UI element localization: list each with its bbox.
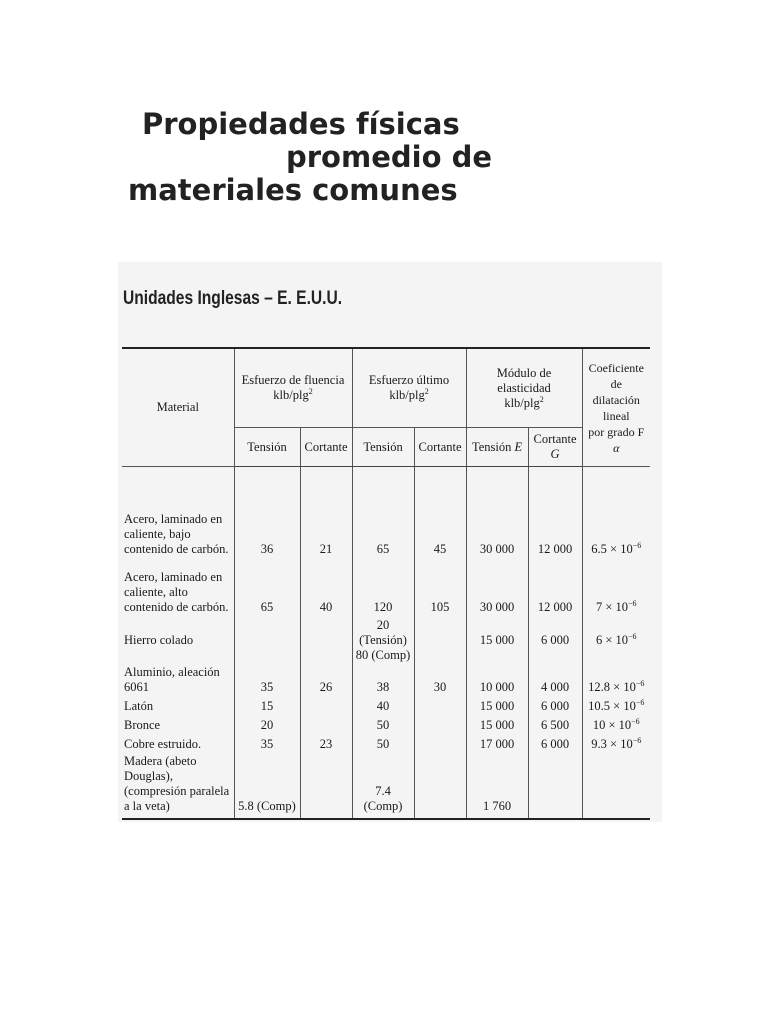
ultimo-tension-line2: 80 (Comp) (355, 647, 411, 662)
cell-ultimo-tension: 7.4 (Comp) (352, 752, 414, 819)
header-ultimo-unit: klb/plg (389, 388, 425, 402)
cell-modulo-g: 12 000 (528, 467, 582, 558)
cell-fluencia-cortante: 23 (300, 733, 352, 752)
cell-fluencia-tension: 35 (234, 733, 300, 752)
alpha-exponent: −6 (631, 716, 640, 726)
cell-ultimo-tension: 120 (352, 557, 414, 615)
subheader-ultimo-tension: Tensión (352, 428, 414, 467)
tension-e-label: Tensión (471, 439, 512, 454)
cell-fluencia-cortante (300, 615, 352, 665)
header-ultimo (352, 348, 466, 428)
table-row (122, 733, 650, 752)
subheader-cortante-g (528, 428, 582, 467)
cell-fluencia-tension (234, 615, 300, 665)
table-row (122, 557, 650, 615)
cell-modulo-e: 1 760 (466, 752, 528, 819)
cell-fluencia-tension: 20 (234, 714, 300, 733)
cell-ultimo-tension: 50 (352, 733, 414, 752)
cell-alpha (582, 665, 650, 695)
unit-exponent: 2 (424, 386, 429, 396)
cell-modulo-e: 30 000 (466, 467, 528, 558)
cell-ultimo-cortante (414, 752, 466, 819)
cell-fluencia-tension: 35 (234, 665, 300, 695)
alpha-base: 12.8 × 10 (588, 680, 636, 694)
alpha-exponent: −6 (632, 540, 642, 550)
cell-material: Cobre estruido. (124, 737, 202, 751)
alpha-base: 6 × 10 (595, 632, 629, 647)
cell-fluencia-cortante (300, 695, 352, 714)
cell-material: Latón (124, 699, 154, 713)
cell-alpha (582, 467, 650, 558)
table-row (122, 752, 650, 819)
cell-modulo-e: 15 000 (466, 695, 528, 714)
table-row (122, 714, 650, 733)
subheader-fluencia-cortante: Cortante (300, 428, 352, 467)
header-fluencia (234, 348, 352, 428)
cell-alpha (582, 752, 650, 819)
cortante-g-label: Cortante (533, 432, 577, 446)
header-coef-line2: dilatación (592, 392, 640, 407)
cell-modulo-g: 12 000 (528, 557, 582, 615)
cell-ultimo-cortante (414, 714, 466, 733)
cell-modulo-e: 15 000 (466, 615, 528, 665)
alpha-exponent: −6 (635, 697, 645, 707)
cell-modulo-e: 30 000 (466, 557, 528, 615)
cell-material: Acero, laminado en caliente, alto contenido de carbón. (124, 570, 229, 614)
cell-alpha (582, 695, 650, 714)
header-fluencia-unit: klb/plg (273, 388, 309, 402)
cell-fluencia-tension: 5.8 (Comp) (234, 752, 300, 819)
cell-material: Hierro colado (124, 632, 194, 647)
header-coef-line4: por grado F (588, 424, 645, 439)
subheader-tension-e (466, 428, 528, 467)
header-coeficiente (582, 348, 650, 467)
alpha-exponent: −6 (628, 631, 637, 641)
header-row-1 (122, 348, 650, 428)
alpha-base: 6.5 × 10 (591, 542, 633, 556)
cell-fluencia-tension: 15 (234, 695, 300, 714)
alpha-base: 10 × 10 (592, 718, 632, 732)
g-symbol: G (550, 447, 560, 461)
table-row (122, 467, 650, 558)
cell-modulo-g: 6 000 (528, 733, 582, 752)
cell-modulo-e: 10 000 (466, 665, 528, 695)
cell-ultimo-tension (352, 615, 414, 665)
e-symbol: E (514, 439, 523, 454)
alpha-base: 9.3 × 10 (591, 737, 633, 751)
cell-modulo-e: 17 000 (466, 733, 528, 752)
title-line-3: materiales comunes (128, 173, 458, 207)
table-row (122, 615, 650, 665)
header-material: Material (122, 348, 234, 467)
cell-fluencia-cortante: 26 (300, 665, 352, 695)
cell-ultimo-cortante: 45 (414, 467, 466, 558)
alpha-base: 10.5 × 10 (588, 699, 636, 713)
cell-modulo-g: 6 500 (528, 714, 582, 733)
cell-ultimo-tension: 50 (352, 714, 414, 733)
cell-material: Bronce (124, 718, 161, 732)
subheader-fluencia-tension: Tensión (234, 428, 300, 467)
cell-fluencia-cortante (300, 714, 352, 733)
cell-material: Madera (abeto Douglas), (compresión paralela a la veta) (122, 752, 234, 819)
header-elasticidad-unit: klb/plg (504, 395, 540, 410)
cell-modulo-g: 6 000 (528, 695, 582, 714)
header-coef-symbol: α (613, 440, 620, 455)
table-row (122, 695, 650, 714)
alpha-base: 7 × 10 (595, 600, 629, 614)
cell-ultimo-cortante: 105 (414, 557, 466, 615)
header-coef-line3: lineal (602, 408, 630, 423)
cell-ultimo-tension: 40 (352, 695, 414, 714)
cell-fluencia-cortante: 40 (300, 557, 352, 615)
alpha-exponent: −6 (628, 598, 637, 608)
cell-alpha (582, 615, 650, 665)
subheader-ultimo-cortante: Cortante (414, 428, 466, 467)
ultimo-tension-line1: 20 (Tensión) (359, 617, 407, 647)
cell-modulo-g: 4 000 (528, 665, 582, 695)
cell-ultimo-tension: 65 (352, 467, 414, 558)
header-ultimo-label: Esfuerzo último (368, 373, 450, 387)
cell-modulo-e: 15 000 (466, 714, 528, 733)
page-title (128, 108, 558, 207)
header-fluencia-label: Esfuerzo de fluencia (241, 373, 345, 387)
cell-alpha (582, 733, 650, 752)
cell-fluencia-cortante (300, 752, 352, 819)
unit-exponent: 2 (539, 394, 544, 404)
cell-fluencia-cortante: 21 (300, 467, 352, 558)
header-elasticidad (466, 348, 582, 428)
cell-ultimo-tension: 38 (352, 665, 414, 695)
title-line-1: Propiedades físicas (142, 107, 460, 141)
cell-ultimo-cortante (414, 615, 466, 665)
alpha-exponent: −6 (632, 735, 642, 745)
cell-alpha (582, 557, 650, 615)
properties-table (122, 347, 650, 820)
cell-material: Aluminio, aleación 6061 (124, 665, 220, 694)
header-coef-line1: Coeficiente de (588, 360, 644, 391)
cell-ultimo-cortante: 30 (414, 665, 466, 695)
cell-fluencia-tension: 36 (234, 467, 300, 558)
cell-modulo-g: 6 000 (528, 615, 582, 665)
cell-fluencia-tension: 65 (234, 557, 300, 615)
header-elasticidad-label: Módulo de elasticidad (496, 365, 552, 395)
cell-material: Acero, laminado en caliente, bajo contenido de carbón. (124, 512, 229, 556)
cell-ultimo-cortante (414, 695, 466, 714)
cell-modulo-g (528, 752, 582, 819)
title-line-2: promedio de (286, 140, 493, 174)
unit-exponent: 2 (308, 386, 313, 396)
table-row (122, 665, 650, 695)
alpha-exponent: −6 (635, 678, 645, 688)
cell-ultimo-cortante (414, 733, 466, 752)
units-subtitle: Unidades Inglesas – E. E.U.U. (123, 288, 343, 309)
cell-alpha (582, 714, 650, 733)
